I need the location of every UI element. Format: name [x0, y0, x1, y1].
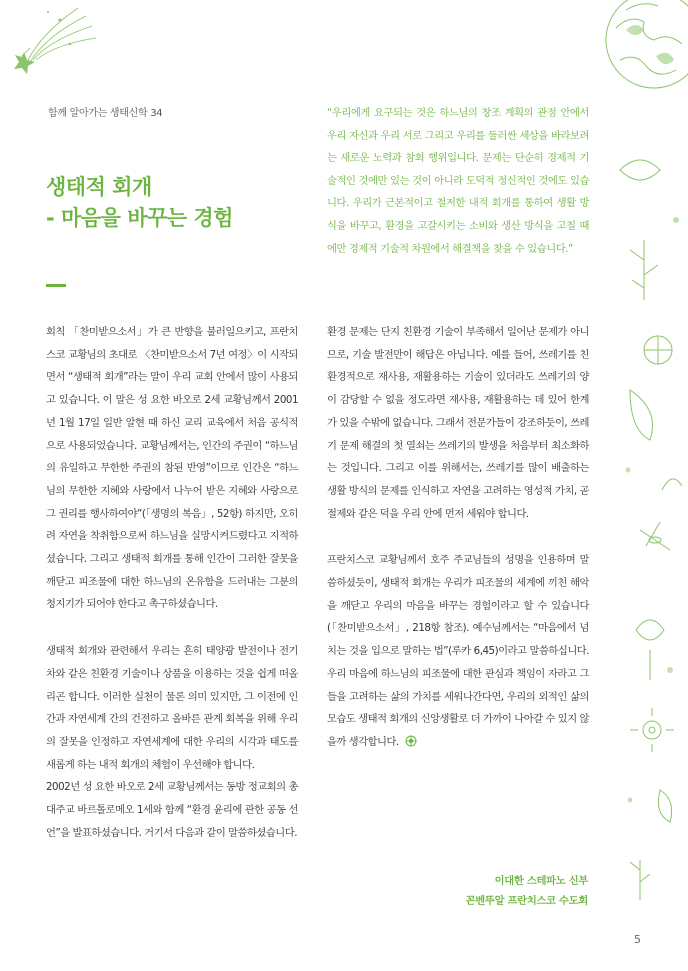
body-paragraph: 생태적 회개와 관련해서 우리는 흔히 태양광 발전이나 전기차와 같은 친환경 기술이나 상품을 이용하는 것을 쉽게 떠올리곤 합니다. 이러한 실천이 물론 의미 있지만, 그 이전에 인간과 자연세계 간의 건전하고 올바른 관계 회복을 위해 우리의 잘못을 인정하고 자연세계에 대한 우리의 시각과 태도를 새롭게 하는 내적 회개의 체험이 우선해야 합니다.: [46, 645, 298, 771]
body-column-left: [46, 321, 298, 844]
title-accent-bar: [46, 284, 66, 287]
body-column-right: [327, 321, 589, 754]
page-number: 5: [634, 933, 641, 946]
shooting-star-decoration: [0, 0, 110, 80]
globe-decoration: [596, 0, 688, 100]
body-paragraph: 환경 문제는 단지 친환경 기술이 부족해서 일어난 문제가 아니므로, 기술 발전만이 해답은 아닙니다. 예를 들어, 쓰레기를 친환경적으로 재사용, 재활용하는 기술이 있더라도 쓰레기의 양이 감당할 수 없을 정도라면 재사용, 재활용하는 데 있어 한계가 있을 수밖에 없습니다. 그래서 전문가들이 강조하듯이, 쓰레기 문제 해결의 첫 열쇠는 쓰레기의 발생을 처음부터 최소화하는 것입니다. 그리고 이를 위해서는, 쓰레기를 많이 배출하는 생활 방식의 문제를 인식하고 자연을 고려하는 영성적 가치, 곧 절제와 같은 덕을 우리 안에 먼저 세워야 합니다.: [327, 326, 589, 520]
body-paragraph: 2002년 성 요한 바오로 2세 교황님께서는 동방 정교회의 총대주교 바르톨로메오 1세와 함께 “환경 윤리에 관한 공동 선언”을 발표하셨습니다. 거기서 다음과 같이 말씀하셨습니다.: [46, 781, 298, 839]
author-name: 이대한 스테파노 신부: [494, 875, 588, 887]
nature-doodles-decoration: [600, 110, 688, 920]
title-line-2: - 마음을 바꾸는 경험: [46, 206, 233, 230]
series-label: 함께 알아가는 생태신학 34: [48, 108, 163, 119]
body-paragraph: 회칙 「찬미받으소서」가 큰 반향을 불러일으키고, 프란치스코 교황님의 초대로 〈찬미받으소서 7년 여정〉이 시작되면서 “생태적 회개”라는 말이 우리 교회 안에서 많이 사용되고 있습니다. 이 말은 성 요한 바오로 2세 교황님께서 2001년 1월 17일 일반 알현 때 하신 교리 교육에서 처음 공식적으로 사용되었습니다. 교황님께서는, 인간의 주권이 “하느님의 유일하고 무한한 주권의 참된 반영”이므로 인간은 “하느님의 무한한 지혜와 사랑에서 나누어 받은 지혜와 사랑으로 그 권리를 행사하여야”(「생명의 복음」, 52항) 하지만, 오히려 자연을 착취함으로써 하느님을 실망시켜드렸다고 지적하셨습니다. 그리고 생태적 회개를 통해 인간이 그러한 잘못을 깨닫고 피조물에 대한 하느님의 온유함을 드러내는 그분의 청지기가 되어야 한다고 촉구하셨습니다.: [46, 326, 298, 611]
flower-icon: [405, 735, 417, 747]
body-paragraph-text: 프란치스코 교황님께서 호주 주교님들의 성명을 인용하며 말씀하셨듯이, 생태적 회개는 우리가 피조물의 세계에 끼친 해악을 깨닫고 우리의 마음을 바꾸는 경험이라고 할 수 있습니다(「찬미받으소서」, 218항 참조). 예수님께서는 “마음에서 넘치는 것을 입으로 말하는 법”(루카 6,45)이라고 말씀하십니다. 우리 마음에 하느님의 피조물에 대한 관심과 책임이 자라고 그들을 고려하는 삶의 가치를 세워나간다면, 우리의 외적인 삶의 모습도 생태적 회개의 신앙생활로 더 가까이 나아갈 수 있지 않을까 생각합니다.: [327, 554, 589, 748]
pull-quote: “우리에게 요구되는 것은 하느님의 창조 계획의 관점 안에서 우리 자신과 우리 서로 그리고 우리를 둘러싼 세상을 바라보려는 새로운 노력과 참회 행위입니다. 문제는 단순히 경제적 기술적인 것에만 있는 것이 아니라 도덕적 정신적인 것에도 있습니다. 우리가 근본적이고 철저한 내적 회개를 통하여 생활 방식을 바꾸고, 환경을 고갈시키는 소비와 생산 방식을 고칠 때에만 경제적 기술적 차원에서 해결책을 찾을 수 있습니다.”: [327, 107, 589, 255]
article-title: [46, 172, 233, 234]
body-paragraph: [327, 549, 589, 753]
author-affiliation: 꼰벤뚜알 프란치스코 수도회: [465, 895, 588, 907]
title-line-1: 생태적 회개: [46, 175, 152, 199]
